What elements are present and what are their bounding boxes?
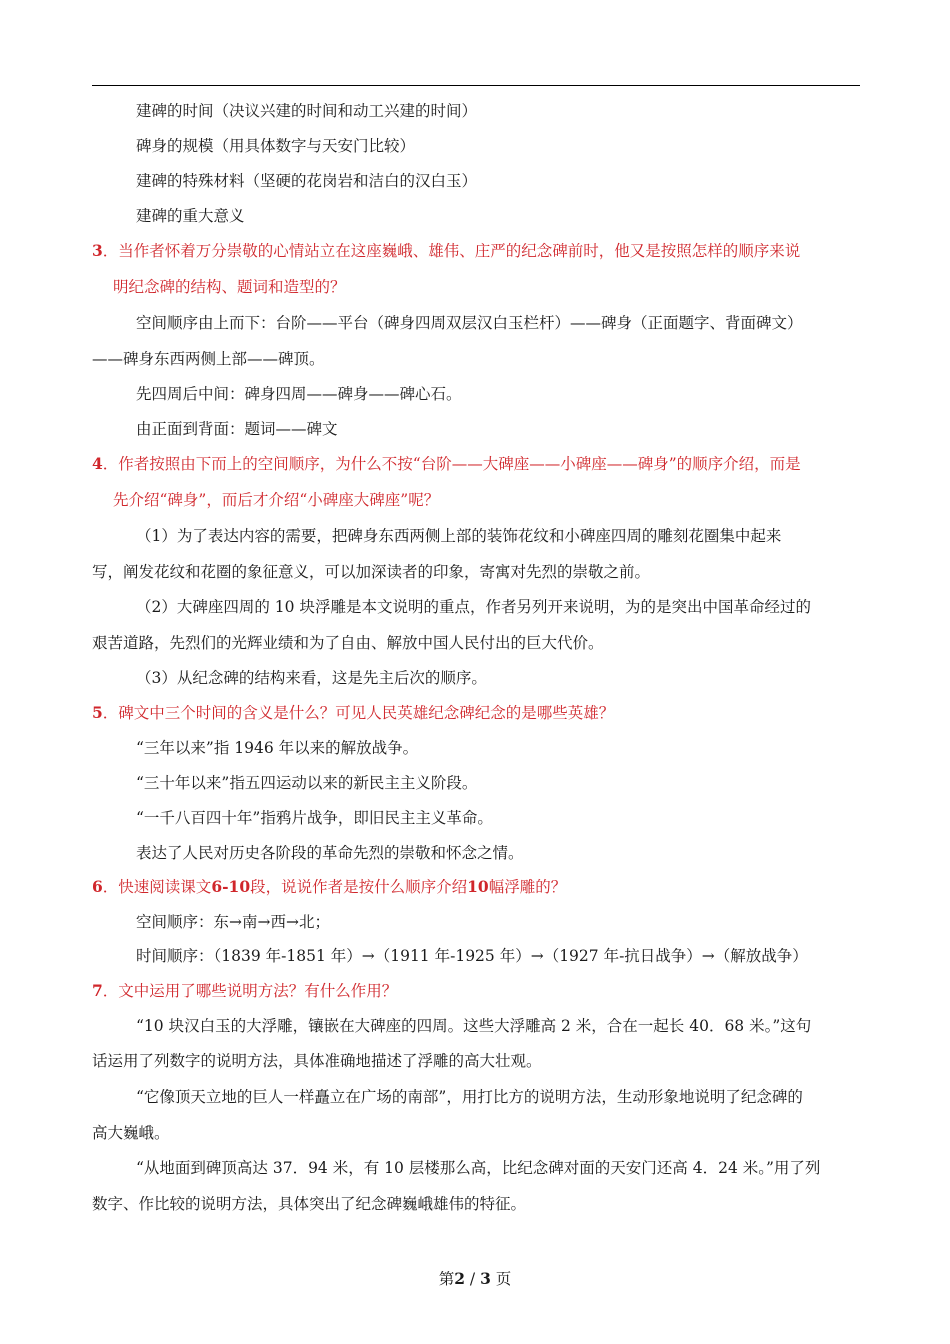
answer-7-a-cont: 话运用了列数字的说明方法，具体准确地描述了浮雕的高大壮观。 (92, 1052, 542, 1070)
answer-5-c: “一千八百四十年”指鸦片战争，即旧民主主义革命。 (136, 809, 493, 827)
answer-6-time: 时间顺序：（1839 年-1851 年）→（1911 年-1925 年）→（1927 年-抗日战争）→（解放战争） (136, 947, 808, 965)
question-3-cont: 明纪念碑的结构、题词和造型的？ (113, 278, 346, 296)
question-6: 6．快速阅读课文6-10段，说说作者是按什么顺序介绍10幅浮雕的？ (92, 877, 567, 896)
page-number: 2 (454, 1269, 465, 1288)
point-scale: 碑身的规模（用具体数字与天安门比较） (136, 137, 416, 155)
answer-4-1-cont: 写，阐发花纹和花圈的象征意义，可以加深读者的印象，寄寓对先烈的崇敬之前。 (92, 563, 651, 581)
answer-4-2: （2）大碑座四周的 10 块浮雕是本文说明的重点，作者另列开来说明，为的是突出中国革命经过的 (136, 598, 811, 616)
point-time: 建碑的时间（决议兴建的时间和动工兴建的时间） (136, 102, 478, 120)
answer-5-d: 表达了人民对历史各阶段的革命先烈的崇敬和怀念之情。 (136, 844, 524, 862)
question-5: 5．碑文中三个时间的含义是什么？可见人民英雄纪念碑纪念的是哪些英雄？ (92, 703, 615, 722)
page-total: 3 (480, 1269, 491, 1288)
answer-7-a: “10 块汉白玉的大浮雕，镶嵌在大碑座的四周。这些大浮雕高 2 米，合在一起长 40．68 米。”这句 (136, 1017, 812, 1035)
answer-6-space: 空间顺序：东→南→西→北； (136, 913, 330, 931)
question-4-cont: 先介绍“碑身”，而后才介绍“小碑座大碑座”呢？ (113, 491, 440, 509)
answer-4-1: （1）为了表达内容的需要，把碑身东西两侧上部的装饰花纹和小碑座四周的雕刻花圈集中起来 (136, 527, 782, 545)
answer-7-b-cont: 高大巍峨。 (92, 1124, 170, 1142)
page-footer: 第2 / 3 页 (438, 1269, 512, 1288)
question-number: 6 (92, 877, 103, 896)
answer-5-a: “三年以来”指 1946 年以来的解放战争。 (136, 739, 419, 757)
answer-4-2-cont: 艰苦道路，先烈们的光辉业绩和为了自由、解放中国人民付出的巨大代价。 (92, 634, 604, 652)
question-number: 7 (92, 981, 103, 1000)
answer-3-a: 空间顺序由上而下：台阶——平台（碑身四周双层汉白玉栏杆）——碑身（正面题字、背面碑文） (136, 314, 803, 332)
answer-5-b: “三十年以来”指五四运动以来的新民主主义阶段。 (136, 774, 478, 792)
question-number: 3 (92, 241, 103, 260)
answer-7-b: “它像顶天立地的巨人一样矗立在广场的南部”，用打比方的说明方法，生动形象地说明了纪念碑的 (136, 1088, 803, 1106)
answer-4-3: （3）从纪念碑的结构来看，这是先主后次的顺序。 (136, 669, 487, 687)
answer-3-a-cont: ——碑身东西两侧上部——碑顶。 (92, 350, 325, 368)
answer-7-c: “从地面到碑顶高达 37．94 米，有 10 层楼那么高，比纪念碑对面的天安门还高 4．24 米。”用了列 (136, 1159, 821, 1177)
question-4: 4．作者按照由下而上的空间顺序，为什么不按“台阶——大碑座——小碑座——碑身”的顺序介绍，而是 (92, 454, 801, 473)
question-number: 4 (92, 454, 103, 473)
question-3: 3．当作者怀着万分崇敬的心情站立在这座巍峨、雄伟、庄严的纪念碑前时，他又是按照怎样的顺序来说 (92, 241, 801, 260)
question-number: 5 (92, 703, 103, 722)
header-rule (92, 85, 860, 86)
answer-3-b: 先四周后中间：碑身四周——碑身——碑心石。 (136, 385, 462, 403)
point-significance: 建碑的重大意义 (136, 207, 245, 225)
question-7: 7．文中运用了哪些说明方法？有什么作用？ (92, 981, 398, 1000)
answer-3-c: 由正面到背面：题词——碑文 (136, 420, 338, 438)
point-material: 建碑的特殊材料（坚硬的花岗岩和洁白的汉白玉） (136, 172, 478, 190)
answer-7-c-cont: 数字、作比较的说明方法，具体突出了纪念碑巍峨雄伟的特征。 (92, 1195, 527, 1213)
